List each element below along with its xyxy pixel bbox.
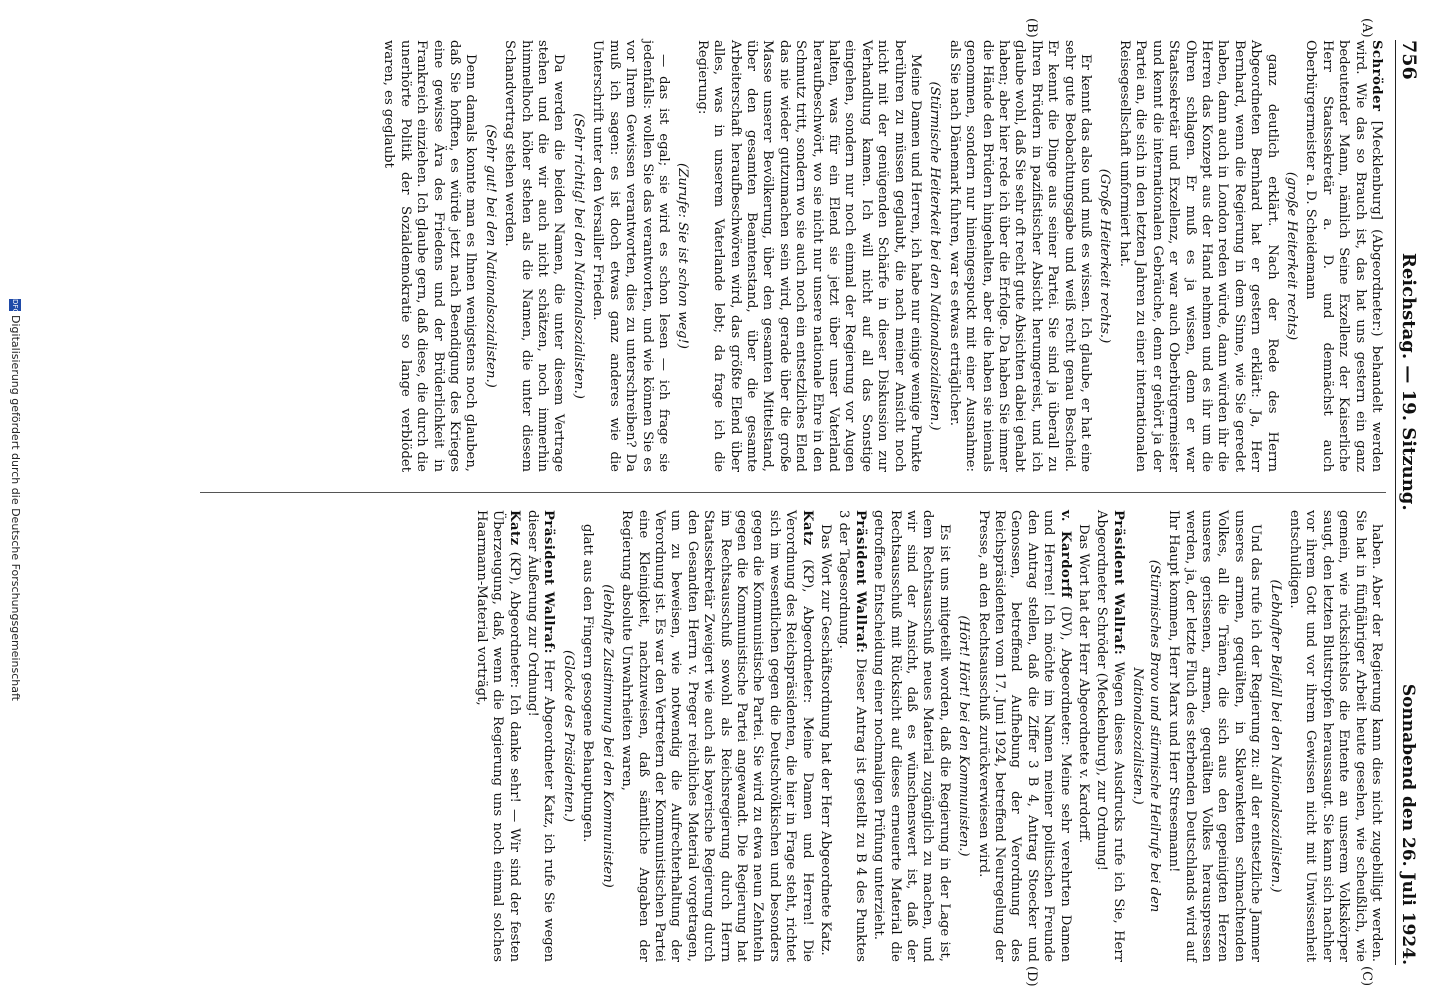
body-paragraph: Da werden die beiden Namen, die unter diesem Vertrage stehen und die wir auch nicht schätzen, noch immerhin himmelhoch höher stehen als die Namen, die unter diesem Schandvertrag stehen werden. [502,40,567,472]
speech-paragraph [835,510,868,962]
page-header [1395,40,1424,965]
speech-text: Dieser Antrag ist gestellt zu B 4 des Punktes 3 der Tagesordnung. [836,510,868,962]
speech-paragraph [472,510,521,962]
interjection: (lebhafte Zustimmung bei den Kommunisten) [599,584,615,888]
interjection: (Lebhafter Beifall bei den Nationalsozialisten.) [1267,579,1283,893]
speech-text: Wegen dieses Ausdrucks rufe ich Sie, Herr Abgeordneter Schröder (Mecklenburg), zur Ordnung! [1094,510,1126,962]
body-paragraph: Er kennt das also und muß es wissen. Ich glaube, er hat eine sehr gute Beobachtungsgabe und weiß recht genau Bescheid. Er kennt die Dinge aus seiner Partei. Sie sind ja überall zu Ihren Brüdern in pazifistischer Absicht herumgereist, und ich glaube wohl, daß Sie sehr oft recht gute Absichten dabei gehabt haben; aber hier rede ich über die Erfolge. Da haben Sie immer die Hände den Brüdern hingehalten, aber die haben sie niemals genommen, sondern nur hineingespuckt mit einer Ausnahme: als Sie nach Dänemark fuhren, war es etwas erträglicher. [946,40,1094,472]
body-paragraph: glatt aus den Fingern gesogene Behauptungen. [580,524,596,843]
interjection: (Sehr richtig! bei den Nationalsozialisten.) [570,113,586,399]
session-date: Sonnabend den 26. Juli 1924. [1398,683,1418,965]
margin-mark-b: (B) [1024,18,1039,38]
speech-text: [Mecklenburg] (Abgeordneter:) behandelt werden wird. Wie das so Brauch ist, das hat uns gestern ein ganz bedeutender Mann, nämlich Seine Exzellenz der Kaiserliche Herr Staatssekretär a. D. und demnächst auch Oberbürgermeister a. D. Scheidemann [1303,40,1384,472]
interjection: (Stürmische Heiterkeit bei den Nationalsozialisten.) [927,81,943,431]
margin-mark-c: (C) [1359,966,1374,987]
speaker-name: Präsident Wallraf: [1110,510,1126,656]
margin-mark-a: (A) [1359,18,1374,38]
speech-paragraph [1302,40,1384,472]
body-paragraph: Das Wort hat der Herr Abgeordnete v. Kardorff. [1076,524,1092,844]
body-paragraph: Und das rufe ich der Regierung zu: all der entsetzliche Jammer unseres armen, gequälten, in Sklavenketten schmachtenden Volkes, all die Tränen, die sich aus den gepeinigten Herzen unseres gerissenen, armen, gequälten Volkes herauspressen werden, ja, der letzte Fluch des sterbenden Deutschlands wird auf Ihr Haupt kommen, Herr Marx und Herr Stresemann! [1166,510,1264,962]
column-divider [200,492,1386,493]
margin-mark-d: (D) [1024,966,1039,987]
speech-paragraph [974,510,1072,962]
body-paragraph: Denn damals konnte man es Ihnen wenigstens noch glauben, daß Sie hofften, es würde jetzt nach Beendigung des Krieges eine gewisse Ära des Friedens und der Brüderlichkeit in Frankreich einziehen. Ich glaube gern, daß diese, die durch die unerhörte Politik der Sozialdemokratie so lange verblödet waren, es geglaubt [381,40,479,472]
credit-text: Digitalisierung gefördert durch die Deutsche Forschungsgemeinschaft [9,315,22,701]
speech-text: (KP), Abgeordneter: Ich danke sehr! — Wir sind der festen Überzeugung, daß, wenn die Regierung uns noch einmal solches Haarmann-Material vorträgt, [473,510,522,962]
running-title: Reichstag. — 19. Sitzung. [1398,252,1419,511]
interjection: (Stürmisches Bravo und stürmische Heilrufe bei den Nationalsozialisten.) [1130,559,1162,913]
body-paragraph: ganz deutlich erklärt. Nach der Rede des Herrn Abgeordneten Bernhard hat er gestern erklärt: Ja, Herr Bernhard, wenn die Regierung in dem Sinne, wie Sie geredet haben, dann auch in London reden würde, dann würden ihr die Herren das Konzept aus der Hand nehmen und es ihr um die Ohren schlagen. Er muß es ja wissen, denn er war Staatssekretär und Exzellenz, er war auch Oberbürgermeister und kennt die internationalen Gebräuche, denn er gehört ja der Partei an, die sich in den letzten Jahren zu einer internationalen Reisegesellschaft umformiert hat. [1116,40,1280,472]
speaker-name: Katz [506,510,522,546]
interjection: (Sehr gut! bei den Nationalsozialisten.) [482,124,498,388]
interjection: (Große Heiterkeit rechts.) [1097,168,1113,344]
right-column [80,510,1384,962]
speech-text: (KP), Abgeordneter: Meine Damen und Herren! Die Verordnung des Reichspräsidenten, die hier in Frage steht, richtet sich im wesentlichen gegen die Deutschvölkischen und besonders gegen die Kommunistische Partei. Sie wird zu etwa neun Zehnteln gegen die Kommunistische Partei angewandt. Die Regierung hat im Rechtsausschuß sowohl als Reichsregierung durch Herrn Staatssekretär Zweigert wie auch als bayerische Regierung durch den Gesandten Herrn v. Preger reichliches Material vorgetragen, um zu beweisen, wie notwendig die Aufrechterhaltung der Verordnung ist. Es war den Vertretern der Kommunistischen Partei eine Kleinigkeit, nachzuweisen, daß sämtliche Angaben der Regierung absolute Unwahrheiten waren, [619,510,815,962]
interjection: (Zurufe: Sie ist schon weg!) [675,163,691,349]
speech-text: (DV), Abgeordneter: Meine sehr verehrten Damen und Herren! Ich möchte im Namen meiner politischen Freunde den Antrag stellen, daß die Ziffer 3 B 4, Antrag Stoecker und Genossen, betreffend Aufhebung der Verordnung des Reichspräsidenten vom 17. Juni 1924, betreffend Neuregelung der Presse, an den Rechtsausschuß zurückverwiesen wird. [975,510,1073,962]
dfg-logo: DFG [11,299,19,314]
speech-paragraph [1093,510,1126,962]
body-paragraph: — das ist egal; sie wird es schon lesen — ich frage sie jedenfalls: wollen Sie das verantworten, und wie können Sie es vor Ihrem Gewissen verantworten, dies zu unterschreiben? Da muß ich sagen: es ist doch etwas ganz anderes wie die Unterschrift unter den Versailler Frieden. [590,40,671,472]
interjection: (Hört! Hört! bei den Kommunisten.) [956,615,972,857]
body-paragraph: haben. Aber der Regierung kann dies nicht zugebilligt werden. Sie hat in fünfjähriger Arbeit heute gesehen, wie scheußlich, wie gemein, wie rücksichtslos die Entente an unserem Volkskörper saugt, den letzten Blutstropfen heraussaugt. Sie kann sich nachher vor ihrem Gott und vor ihrem Gewissen nicht mit Unwissenheit entschuldigen. [1286,510,1384,962]
left-column [80,40,1384,472]
body-paragraph: Meine Damen und Herren, ich habe nur einige wenige Punkte berühren zu müssen geglaubt, die nach meiner Ansicht noch nicht mit der genügenden Schärfe in dieser Diskussion zur Verhandlung kamen. Ich will nicht auf all das Sonstige eingehen, sondern nur noch einmal der Regierung vor Augen halten, was für ein Elend sie jetzt über unser Vaterland heraufbeschwört, wo sie nicht nur unsere nationale Ehre in den Schmutz tritt, sondern wo sie auch noch ein entsetzliches Elend das nie wieder gutzumachen sein wird, gerade über die große Masse unserer Bevölkerung, über den gesamten Mittelstand, über den gesamten Beamtenstand, über die gesamte Arbeiterschaft heraufbeschwören wird, das größte Elend über alles, was in unserem Vaterlande lebt; da frage ich die Regierung: [694,40,924,472]
interjection: (große Heiterkeit rechts) [1283,171,1299,341]
speaker-name: Präsident Wallraf: [541,510,557,655]
speaker-name: v. Kardorff [1057,510,1073,599]
body-paragraph: Das Wort zur Geschäftsordnung hat der Herr Abgeordnete Katz. [818,524,833,956]
body-paragraph: Es ist uns mitgeteilt worden, daß die Regierung in der Lage ist, dem Rechtsausschuß neues Material zugänglich zu machen, und wir sind der Ansicht, daß es wünschenswert ist, daß der Rechtsausschuß mit Rücksicht auf dieses erneuerte Material die getroffene Entscheidung einer nochmaligen Prüfung unterzieht. [871,510,952,962]
speech-text: Herr Abgeordneter Katz, ich rufe Sie wegen dieser Äußerung zur Ordnung! [525,510,557,962]
page-number: 756 [1398,40,1420,80]
speaker-name: Katz [799,510,815,546]
speech-paragraph [524,510,557,962]
speaker-name: Präsident Wallraf: [852,510,868,654]
speech-paragraph [618,510,815,962]
digitization-credit [9,0,22,1000]
speaker-name: Schröder [1369,40,1384,112]
interjection: (Glocke des Präsidenten.) [560,649,576,823]
